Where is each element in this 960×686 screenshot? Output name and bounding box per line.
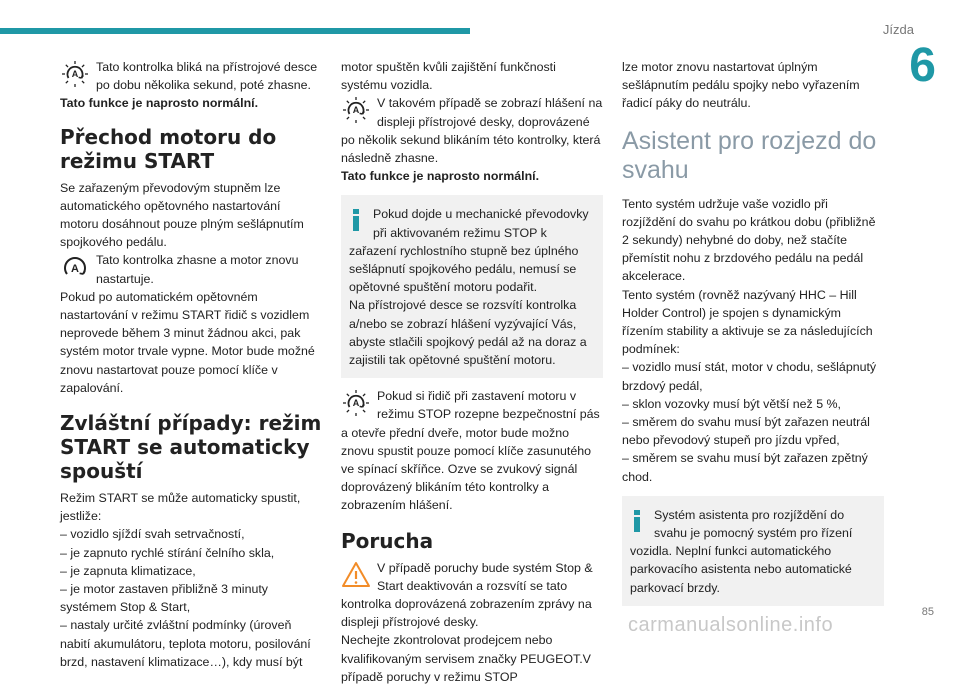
svg-text:A: A	[71, 263, 79, 276]
svg-text:A: A	[71, 69, 79, 79]
auto-stop-start-blinking-icon	[341, 95, 371, 127]
info-text: Systém asistenta pro rozjíždění do svahu je pomocný systém pro řízení vozidla. Neplní funkci automatického parkovacího asistenta nebo automatické parkovací brzdy.	[630, 507, 853, 595]
info-box-gear-engaged	[341, 195, 603, 378]
watermark: carmanualsonline.info	[628, 614, 834, 636]
list-item: – je zapnuto rychlé stírání čelního skla,	[60, 545, 275, 560]
heading-fault: Porucha	[341, 528, 434, 553]
list-item: – směrem se svahu musí být zařazen zpětný chod.	[622, 451, 868, 484]
paragraph: Se zařazeným převodovým stupněm lze automatického opětovného nastartování motoru dosáhnout pouze plným sešlápnutím spojkového pedálu.	[60, 180, 304, 250]
message-paragraph	[341, 94, 603, 185]
paragraph: Tato kontrolka zhasne a motor znovu nastartuje.	[96, 253, 299, 286]
conditions-list	[60, 525, 322, 671]
info-icon	[351, 209, 361, 231]
paragraph: motor spuštěn kvůli zajištění funkčnosti systému vozidla.	[341, 60, 556, 93]
info-icon	[632, 510, 642, 532]
paragraph: Tato kontrolka bliká na přístrojové desce po dobu několika sekund, poté zhasne.	[96, 60, 318, 93]
warning-triangle-icon	[341, 560, 371, 592]
seatbelt-paragraph	[341, 387, 603, 514]
fault-paragraph	[341, 559, 603, 632]
conditions-list	[622, 358, 884, 485]
auto-stop-start-blinking-icon	[341, 388, 371, 420]
paragraph: Pokud po automatickém opětovném nastartování v režimu START řidič s vozidlem neprovede během 3 minut žádnou akci, pak systém motor trvale vypne. Motor bude možné znovu nastartovat pouze pomocí klíče v zapalování.	[60, 289, 315, 395]
list-item: – vozidlo musí stát, motor v chodu, sešlápnutý brzdový pedál,	[622, 360, 877, 393]
list-item: – je motor zastaven přibližně 3 minuty systémem Stop & Start,	[60, 582, 268, 615]
list-item: – nastaly určité zvláštní podmínky (úroveň nabití akumulátoru, teplota motoru, posilování brzd, nastavení klimatizace…), kdy musí být	[60, 618, 311, 669]
normal-function-note: Tato funkce je naprosto normální.	[341, 169, 540, 184]
svg-text:A: A	[352, 398, 360, 409]
info-text: Pokud dojde u mechanické převodovky při aktivovaném režimu STOP k zařazení rychlostního stupně bez úplného sešlápnutí spojkového pedálu, nemusí se opětovné spuštění motoru podařit.	[349, 207, 589, 295]
page-number: 85	[921, 606, 934, 618]
heading-hill-start-assist: Asistent pro rozjezd do svahu	[622, 126, 877, 184]
chapter-number: 6	[909, 39, 936, 92]
normal-function-note: Tato funkce je naprosto normální.	[60, 96, 259, 111]
paragraph: lze motor znovu nastartovat úplným sešlápnutím pedálu spojky nebo vyřazením řadicí páky do neutrálu.	[622, 60, 860, 111]
paragraph: Tento systém udržuje vaše vozidlo při rozjíždění do svahu po krátkou dobu (přibližně 2 sekundy) nehybné do doby, než stačíte přemístit nohu z brzdového pedálu na pedál akcelerace.	[622, 196, 876, 284]
heading-special-cases: Zvláštní případy: režim START se automaticky spouští	[60, 411, 322, 484]
column-left	[60, 58, 322, 671]
info-box-hill-assist	[622, 496, 884, 606]
auto-stop-start-blinking-icon	[60, 59, 90, 91]
list-item: – sklon vozovky musí být větší než 5 %,	[622, 396, 841, 411]
paragraph: Nechejte zkontrolovat prodejcem nebo kvalifikovaným servisem značky PEUGEOT.V případě poruchy v režimu STOP	[341, 633, 591, 684]
auto-start-paragraph	[60, 251, 322, 287]
paragraph: V případě poruchy bude systém Stop & Start deaktivován a rozsvítí se tato kontrolka doprovázená zobrazením zprávy na displeji přístrojové desky.	[341, 560, 593, 630]
paragraph: V takovém případě se zobrazí hlášení na displeji přístrojové desky, doprovázené po několik sekund blikáním této kontrolky, která následně zhasne.	[341, 96, 603, 166]
list-item: – směrem do svahu musí být zařazen neutrál nebo převodový stupeň pro jízdu vpřed,	[622, 415, 870, 448]
list-item: – je zapnuta klimatizace,	[60, 563, 196, 578]
paragraph: Režim START se může automaticky spustit, jestliže:	[60, 491, 301, 524]
column-middle	[341, 58, 603, 686]
paragraph: Pokud si řidič při zastavení motoru v režimu STOP rozepne bezpečnostní pás a otevře přední dveře, motor bude možno znovu spustit pouze pomocí klíče zasunutého ve spínací skříňce. Ozve se zvukový signál doprovázený blikáním této kontrolky a zobrazením hlášení.	[341, 389, 600, 513]
chapter-color-bar	[0, 28, 470, 34]
heading-start-mode: Přechod motoru do režimu START	[60, 124, 277, 173]
auto-start-icon	[60, 252, 90, 284]
info-text: Na přístrojové desce se rozsvítí kontrolka a/nebo se zobrazí hlášení vyzývající Vás, abyste stlačili spojkový pedál až na doraz a zajistili tak opětovné spuštění motoru.	[349, 298, 587, 368]
paragraph: Tento systém (rovněž nazývaný HHC – Hill Holder Control) je spojen s dynamickým řízením stability a aktivuje se za následujících podmínek:	[622, 287, 873, 357]
blinking-light-paragraph	[60, 58, 322, 113]
column-right	[622, 58, 884, 606]
svg-text:A: A	[352, 105, 360, 116]
list-item: – vozidlo sjíždí svah setrvačností,	[60, 527, 245, 542]
section-title: Jízda	[882, 22, 914, 37]
